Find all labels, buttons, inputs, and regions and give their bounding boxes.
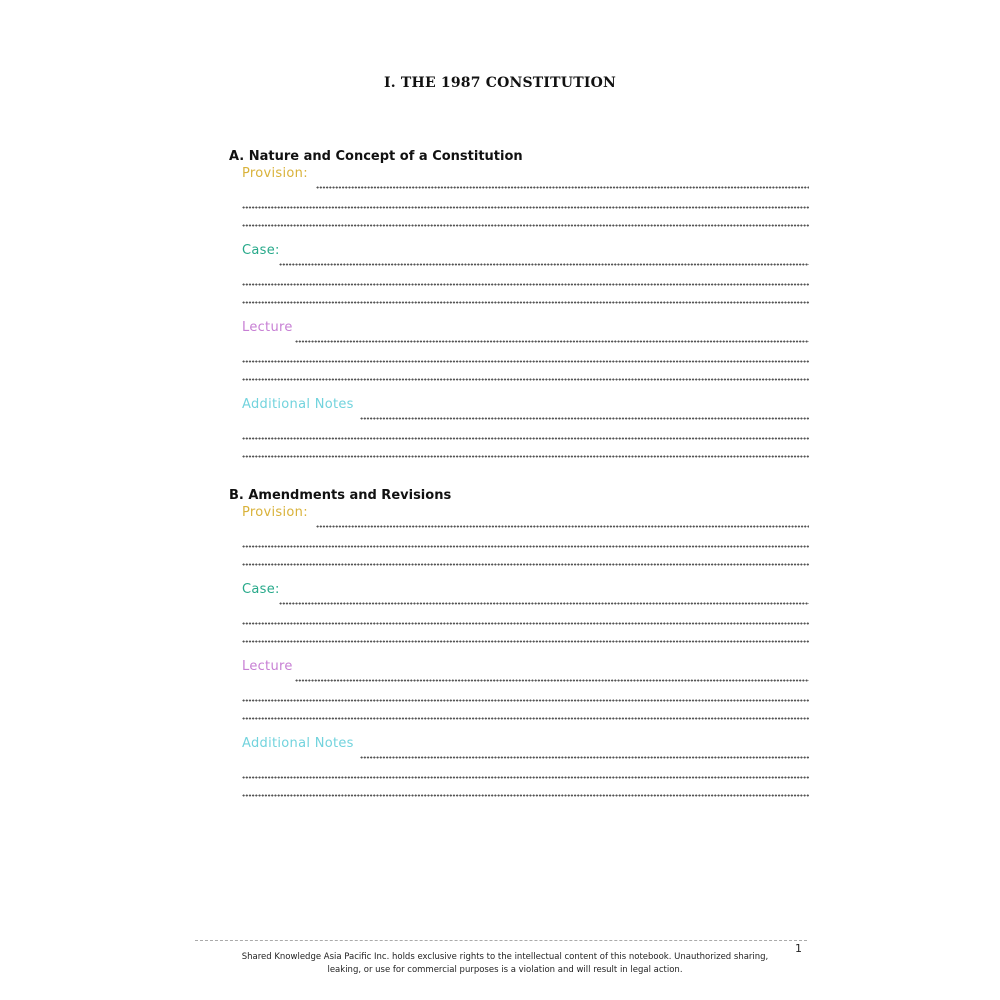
provision-label: Provision: bbox=[242, 166, 308, 181]
footer-divider bbox=[195, 940, 807, 941]
case-line-1[interactable] bbox=[279, 263, 809, 266]
additional-notes-line-3[interactable] bbox=[242, 455, 809, 458]
additional-notes-group bbox=[229, 397, 809, 474]
page-number: 1 bbox=[795, 942, 802, 955]
case-line-3[interactable] bbox=[242, 640, 809, 643]
additional-notes-line-2[interactable] bbox=[242, 776, 809, 779]
case-label: Case: bbox=[242, 582, 280, 597]
case-group bbox=[229, 243, 809, 320]
lecture-line-1[interactable] bbox=[295, 340, 809, 343]
additional-notes-group bbox=[229, 736, 809, 813]
section-heading: A. Nature and Concept of a Constitution bbox=[229, 149, 523, 164]
additional-notes-line-1[interactable] bbox=[360, 756, 809, 759]
case-line-2[interactable] bbox=[242, 283, 809, 286]
lecture-line-2[interactable] bbox=[242, 699, 809, 702]
additional-notes-line-1[interactable] bbox=[360, 417, 809, 420]
section-amendments-revisions bbox=[229, 487, 809, 813]
provision-line-3[interactable] bbox=[242, 563, 809, 566]
case-label: Case: bbox=[242, 243, 280, 258]
provision-line-1[interactable] bbox=[316, 186, 809, 189]
provision-line-2[interactable] bbox=[242, 545, 809, 548]
case-line-2[interactable] bbox=[242, 622, 809, 625]
footer-disclaimer-line-2: leaking, or use for commercial purposes is a violation and will result in legal action. bbox=[327, 965, 683, 975]
lecture-line-2[interactable] bbox=[242, 360, 809, 363]
lecture-label: Lecture bbox=[242, 320, 293, 335]
provision-group bbox=[229, 505, 809, 582]
case-line-1[interactable] bbox=[279, 602, 809, 605]
page-title: I. THE 1987 CONSTITUTION bbox=[384, 75, 616, 91]
provision-line-3[interactable] bbox=[242, 224, 809, 227]
provision-line-2[interactable] bbox=[242, 206, 809, 209]
additional-notes-line-2[interactable] bbox=[242, 437, 809, 440]
case-group bbox=[229, 582, 809, 659]
lecture-line-1[interactable] bbox=[295, 679, 809, 682]
footer-disclaimer-line-1: Shared Knowledge Asia Pacific Inc. holds exclusive rights to the intellectual content of this notebook. Unauthorized sharing, bbox=[241, 952, 769, 962]
additional-notes-line-3[interactable] bbox=[242, 794, 809, 797]
lecture-group bbox=[229, 320, 809, 397]
footer-disclaimer bbox=[215, 951, 795, 977]
lecture-label: Lecture bbox=[242, 659, 293, 674]
additional-notes-label: Additional Notes bbox=[242, 736, 354, 751]
section-heading: B. Amendments and Revisions bbox=[229, 488, 452, 503]
provision-group bbox=[229, 166, 809, 243]
additional-notes-label: Additional Notes bbox=[242, 397, 354, 412]
section-nature-concept bbox=[229, 148, 809, 474]
provision-line-1[interactable] bbox=[316, 525, 809, 528]
case-line-3[interactable] bbox=[242, 301, 809, 304]
provision-label: Provision: bbox=[242, 505, 308, 520]
lecture-line-3[interactable] bbox=[242, 378, 809, 381]
lecture-group bbox=[229, 659, 809, 736]
lecture-line-3[interactable] bbox=[242, 717, 809, 720]
